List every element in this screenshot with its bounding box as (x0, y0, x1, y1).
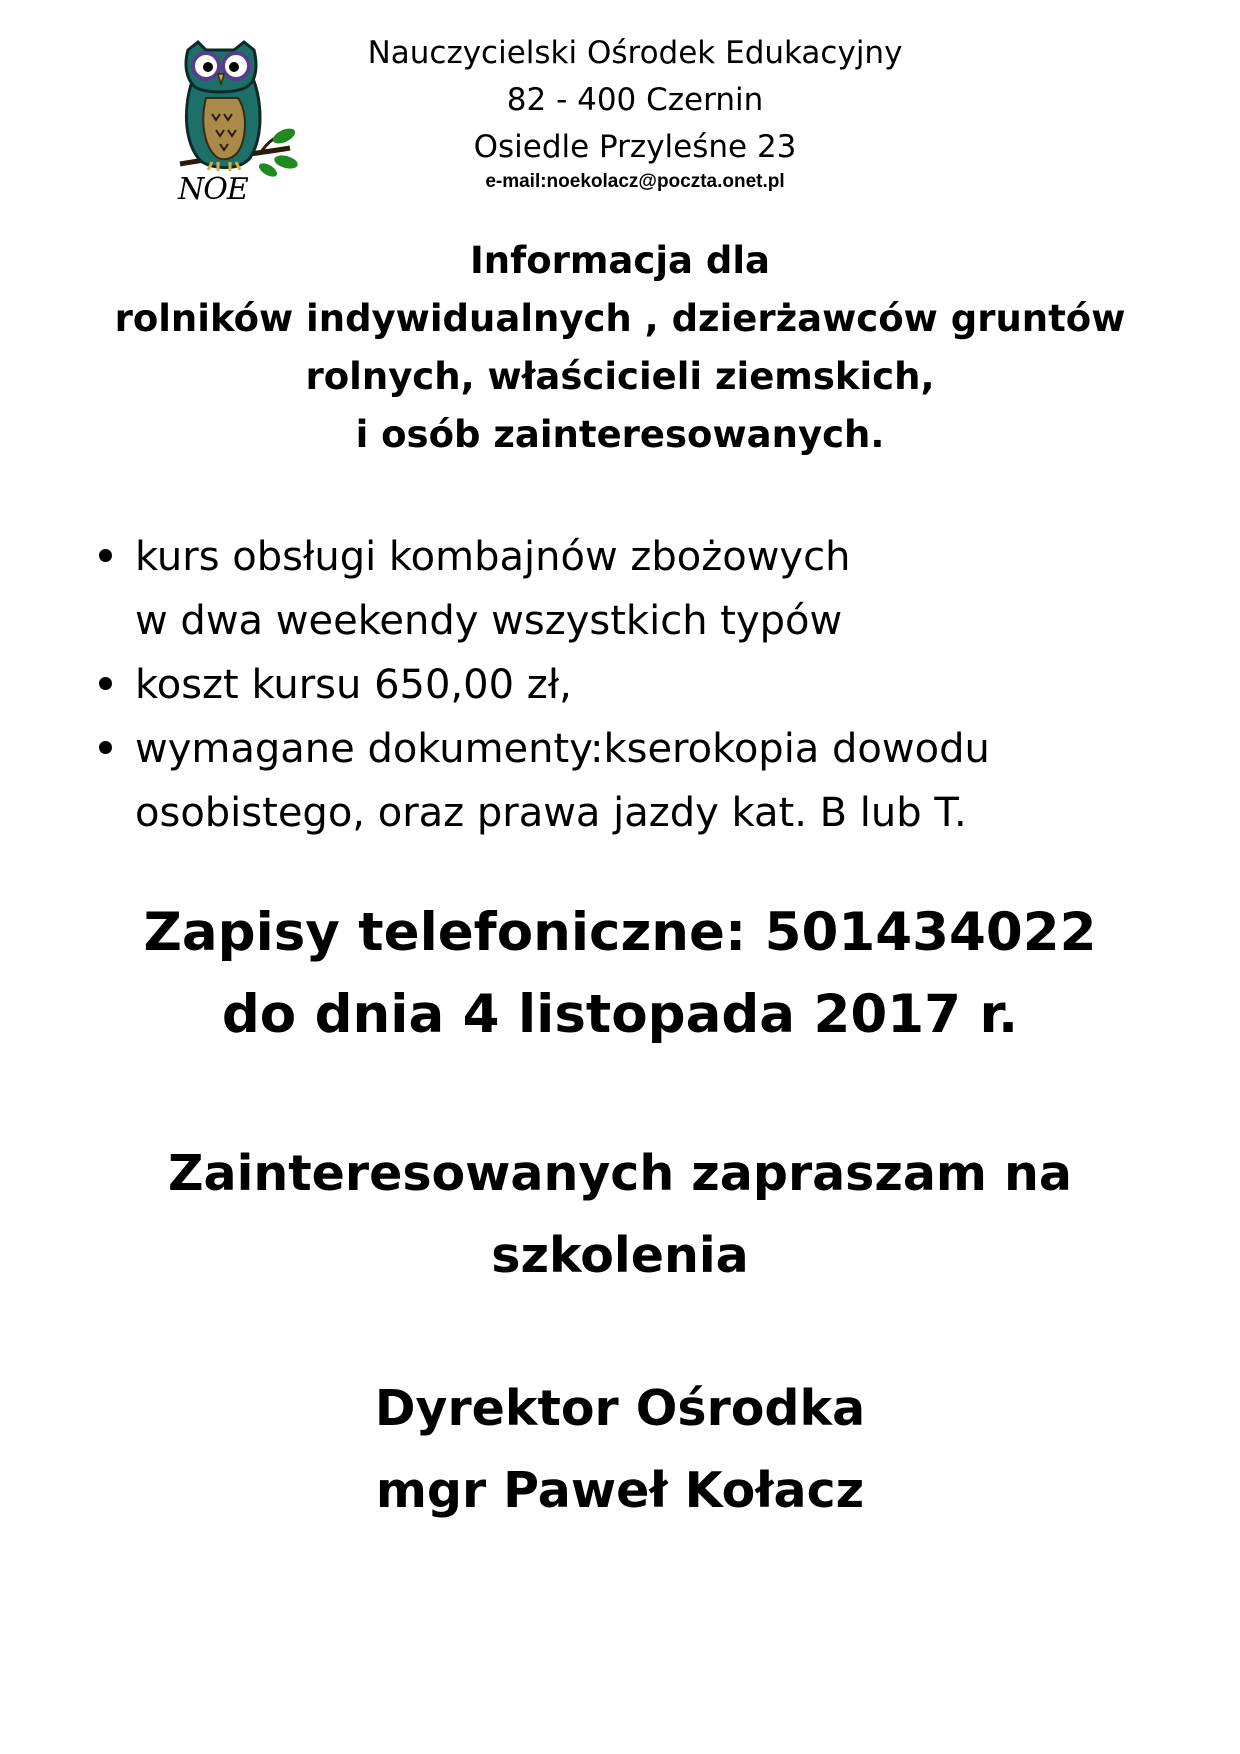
organization-street: Osiedle Przyleśne 23 (473, 129, 797, 165)
intro-line-1: Informacja dla (470, 239, 770, 282)
registration-phone-line: Zapisy telefoniczne: 501434022 (143, 902, 1097, 963)
documents-line-2: osobistego, oraz prawa jazdy kat. B lub T. (135, 790, 967, 836)
list-item-cost (97, 653, 1177, 717)
course-line-2: w dwa weekendy wszystkich typów (135, 598, 843, 644)
organization-name: Nauczycielski Ośrodek Edukacyjny (367, 35, 903, 71)
signature-name: mgr Paweł Kołacz (375, 1462, 865, 1519)
intro-heading (80, 232, 1160, 464)
cost-line: koszt kursu 650,00 zł, (135, 662, 572, 708)
list-item-course (97, 525, 1177, 653)
course-line-1: kurs obsługi kombajnów zbożowych (135, 534, 851, 580)
intro-line-3: rolnych, właścicieli ziemskich, (305, 355, 935, 398)
signature (80, 1368, 1160, 1532)
invitation-line-1: Zainteresowanych zapraszam na (167, 1145, 1072, 1202)
list-item-documents (97, 717, 1177, 845)
registration-phone (80, 892, 1160, 1056)
organization-email: e-mail:noekolacz@poczta.onet.pl (485, 171, 785, 192)
registration-deadline: do dnia 4 listopada 2017 r. (221, 984, 1019, 1045)
logo-text: NOE (178, 172, 248, 207)
organization-header (330, 30, 940, 193)
intro-line-4: i osób zainteresowanych. (355, 413, 885, 456)
organization-postal-city: 82 - 400 Czernin (506, 82, 764, 118)
signature-title: Dyrektor Ośrodka (374, 1380, 866, 1437)
intro-line-2: rolników indywidualnych , dzierżawców gruntów (114, 297, 1126, 340)
course-details-list (97, 525, 1177, 845)
documents-line-1: wymagane dokumenty:kserokopia dowodu (135, 726, 990, 772)
invitation-line-2: szkolenia (491, 1227, 749, 1284)
invitation (80, 1133, 1160, 1297)
